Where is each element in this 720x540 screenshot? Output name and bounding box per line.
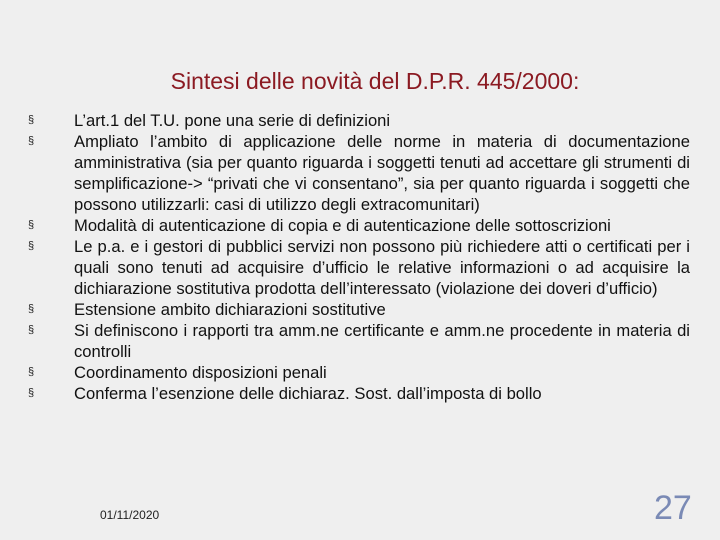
bullet-marker-icon: § [28, 219, 35, 231]
bullet-item [28, 215, 690, 236]
bullet-marker-icon: § [28, 114, 35, 126]
bullet-text: Conferma l’esenzione delle dichiaraz. Sost. dall’imposta di bollo [74, 384, 542, 403]
bullet-marker-icon: § [28, 135, 35, 147]
bullet-text: Ampliato l’ambito di applicazione delle norme in materia di documentazione amministrativa (sia per quanto riguarda i soggetti tenuti ad accettare gli strumenti di semplificazione-> “privati che vi consentano”, sia per quanto riguarda i soggetti che possono utilizzarli: casi di utilizzo degli extracomunitari) [74, 132, 690, 214]
bullet-text: L’art.1 del T.U. pone una serie di definizioni [74, 111, 391, 130]
bullet-marker-icon: § [28, 366, 35, 378]
bullet-text: Si definiscono i rapporti tra amm.ne certificante e amm.ne procedente in materia di controlli [74, 321, 690, 361]
bullet-item [28, 362, 690, 383]
bullet-item [28, 299, 690, 320]
page-number: 27 [654, 489, 692, 527]
bullet-item [28, 236, 690, 299]
bullet-text: Coordinamento disposizioni penali [74, 363, 327, 382]
bullet-item [28, 320, 690, 362]
bullet-text: Modalità di autenticazione di copia e di autenticazione delle sottoscrizioni [74, 216, 611, 235]
bullet-item [28, 110, 690, 131]
footer-date: 01/11/2020 [100, 508, 160, 522]
bullet-marker-icon: § [28, 387, 35, 399]
bullet-marker-icon: § [28, 303, 35, 315]
bullet-marker-icon: § [28, 240, 35, 252]
bullet-marker-icon: § [28, 324, 35, 336]
bullet-text: Estensione ambito dichiarazioni sostitutive [74, 300, 386, 319]
bullet-item [28, 131, 690, 215]
bullet-text: Le p.a. e i gestori di pubblici servizi non possono più richiedere atti o certificati per i quali sono tenuti ad acquisire d’ufficio le relative informazioni o ad acquisire la dichiarazione sostitutiva prodotta dell’interessato (violazione dei doveri d’ufficio) [74, 237, 690, 298]
slide-title: Sintesi delle novità del D.P.R. 445/2000: [170, 68, 580, 94]
bullet-list [28, 110, 690, 404]
bullet-item [28, 383, 690, 404]
